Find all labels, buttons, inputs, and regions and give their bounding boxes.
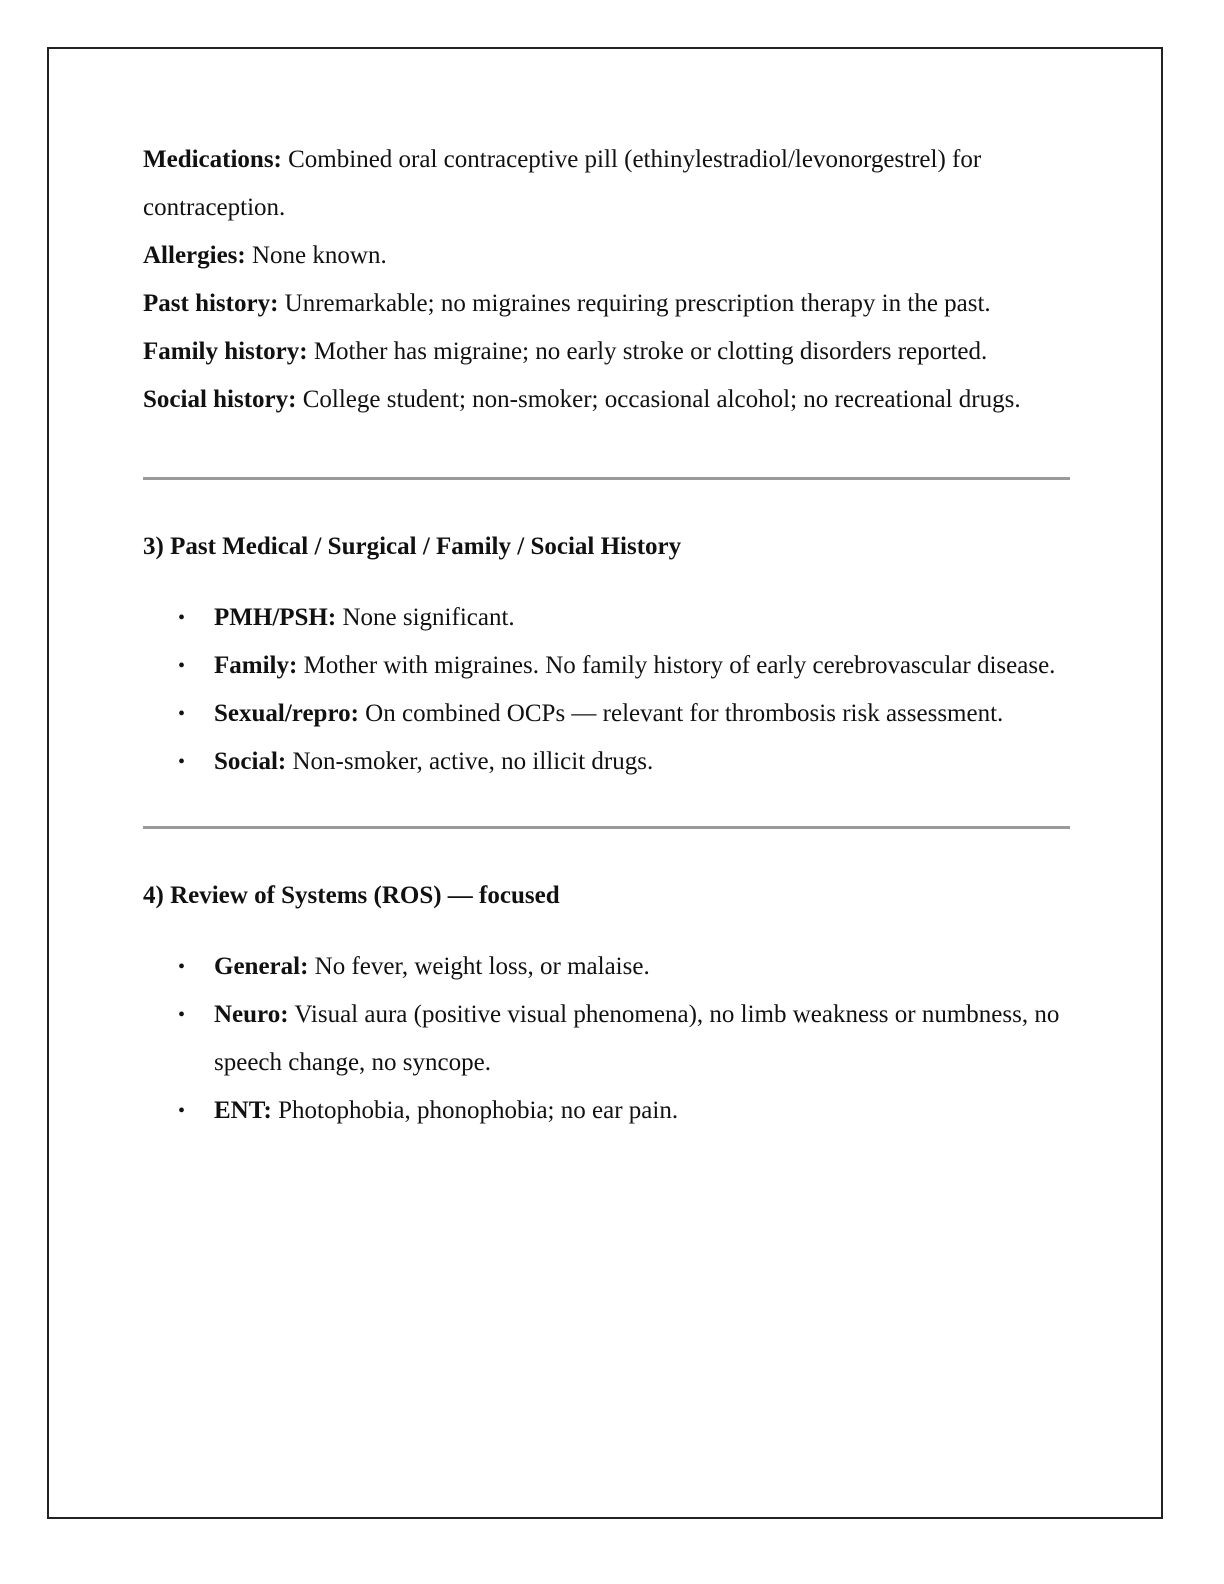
section-heading: 4) Review of Systems (ROS) — focused xyxy=(143,882,560,909)
allergies-line xyxy=(143,232,1073,280)
family-history-line xyxy=(143,328,1073,376)
list-item xyxy=(143,1087,1073,1135)
bullet-icon: • xyxy=(178,1100,186,1122)
item-label: Neuro: xyxy=(214,1001,289,1028)
field-value: Mother has migraine; no early stroke or clotting disorders reported. xyxy=(313,338,988,365)
social-history-line xyxy=(143,376,1073,424)
bullet-icon: • xyxy=(178,703,186,725)
item-label: PMH/PSH: xyxy=(214,604,337,631)
bullet-icon: • xyxy=(178,1004,186,1026)
field-label: Medications: xyxy=(143,146,282,173)
field-value: Combined oral contraceptive pill (ethinylestradiol/levonorgestrel) for contraception. xyxy=(143,146,982,221)
document-body xyxy=(143,136,1073,1135)
bullet-icon: • xyxy=(178,751,186,773)
field-label: Past history: xyxy=(143,290,279,317)
section-divider xyxy=(143,826,1070,829)
item-text: Mother with migraines. No family history of early cerebrovascular disease. xyxy=(303,652,1056,679)
section-review-of-systems xyxy=(143,874,1073,1135)
past-history-line xyxy=(143,280,1073,328)
item-text: Visual aura (positive visual phenomena), no limb weakness or numbness, no speech change, no syncope. xyxy=(214,1001,1060,1076)
history-block xyxy=(143,136,1073,424)
bullet-icon: • xyxy=(178,956,186,978)
bullet-list xyxy=(143,943,1073,1135)
item-label: Sexual/repro: xyxy=(214,700,359,727)
item-text: None significant. xyxy=(342,604,515,631)
bullet-list xyxy=(143,594,1073,786)
section-past-history xyxy=(143,525,1073,786)
field-label: Family history: xyxy=(143,338,308,365)
list-item xyxy=(143,642,1073,690)
list-item xyxy=(143,991,1073,1087)
item-text: Non-smoker, active, no illicit drugs. xyxy=(292,748,654,775)
list-item xyxy=(143,690,1073,738)
field-label: Allergies: xyxy=(143,242,246,269)
item-label: General: xyxy=(214,953,309,980)
field-value: Unremarkable; no migraines requiring prescription therapy in the past. xyxy=(284,290,991,317)
item-text: On combined OCPs — relevant for thrombosis risk assessment. xyxy=(365,700,1004,727)
list-item xyxy=(143,738,1073,786)
item-text: No fever, weight loss, or malaise. xyxy=(314,953,650,980)
section-heading: 3) Past Medical / Surgical / Family / Social History xyxy=(143,533,682,560)
item-label: Social: xyxy=(214,748,287,775)
list-item xyxy=(143,943,1073,991)
item-label: Family: xyxy=(214,652,298,679)
bullet-icon: • xyxy=(178,655,186,677)
field-value: None known. xyxy=(251,242,387,269)
field-label: Social history: xyxy=(143,386,297,413)
item-text: Photophobia, phonophobia; no ear pain. xyxy=(278,1097,679,1124)
bullet-icon: • xyxy=(178,607,186,629)
field-value: College student; non-smoker; occasional alcohol; no recreational drugs. xyxy=(302,386,1021,413)
list-item xyxy=(143,594,1073,642)
item-label: ENT: xyxy=(214,1097,272,1124)
medications-line xyxy=(143,136,1073,232)
section-divider xyxy=(143,477,1070,480)
